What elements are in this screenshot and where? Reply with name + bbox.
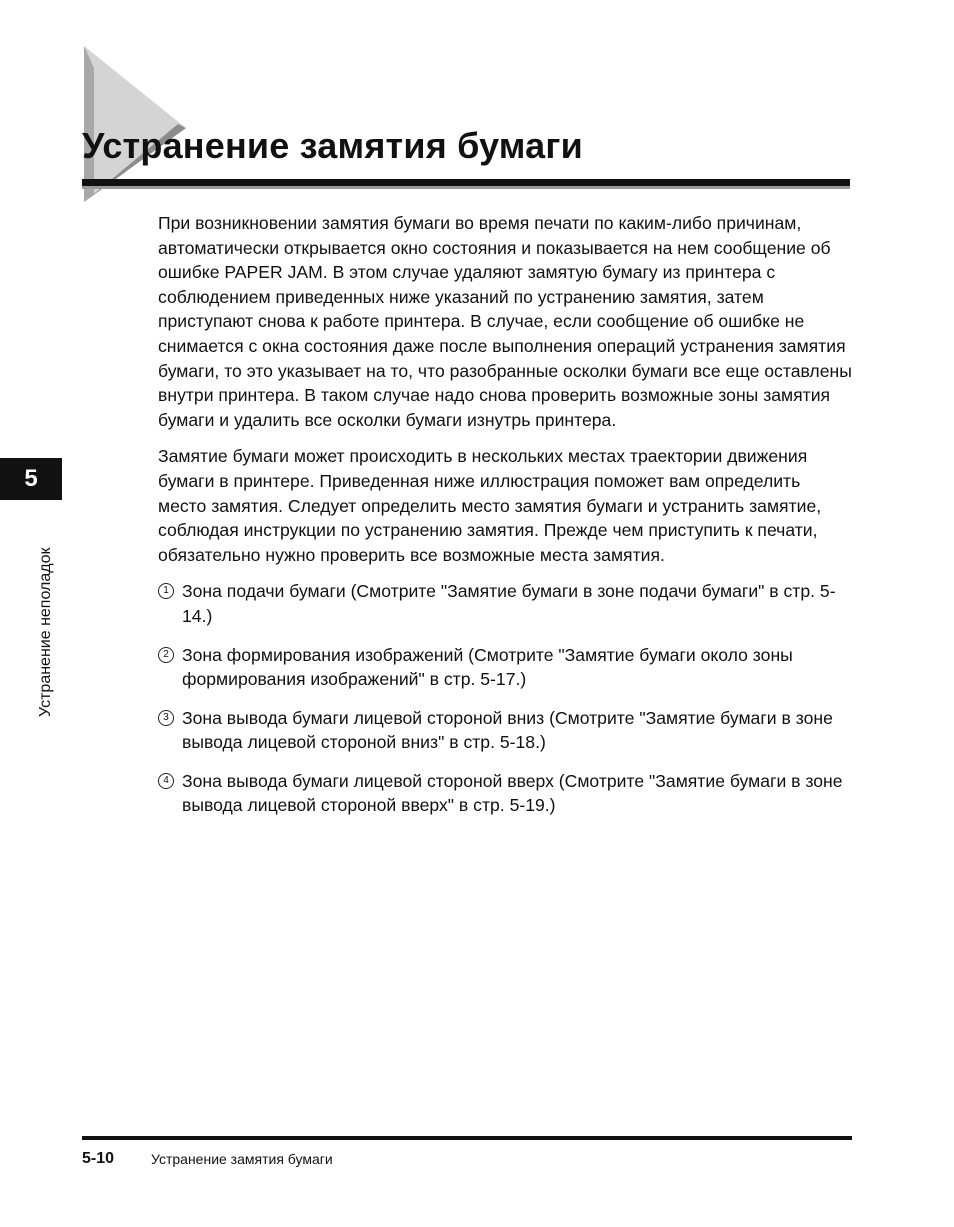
footer-section-title: Устранение замятия бумаги: [151, 1151, 333, 1167]
circled-number: 2: [158, 647, 174, 663]
circled-number: 1: [158, 583, 174, 599]
locations-paragraph: Замятие бумаги может происходить в нескольких местах траектории движения бумаги в принтере. Приведенная ниже иллюстрация поможет вам определить место замятия. Следует определить место замятия бумаги и устранить замятие, соблюдая инструкции по устранению замятия. Прежде чем приступить к печати, обязательно нужно проверить все возможные места замятия.: [158, 446, 822, 565]
list-item: [158, 643, 852, 692]
list-item-text: Зона вывода бумаги лицевой стороной вверх (Смотрите "Замятие бумаги в зоне вывода лицевой стороной вверх" в стр. 5-19.): [182, 770, 843, 816]
list-item-text: Зона вывода бумаги лицевой стороной вниз (Смотрите "Замятие бумаги в зоне вывода лицевой стороной вниз" в стр. 5-18.): [182, 707, 833, 753]
circled-number: 3: [158, 710, 174, 726]
page-title: Устранение замятия бумаги: [82, 125, 583, 166]
circled-number: 4: [158, 773, 174, 789]
chapter-tab: 5: [0, 458, 62, 500]
list-item-text: Зона подачи бумаги (Смотрите "Замятие бумаги в зоне подачи бумаги" в стр. 5-14.): [182, 581, 836, 626]
title-rule-shadow: [82, 186, 850, 189]
chapter-label: Устранение неполадок: [37, 547, 54, 717]
intro-paragraph: При возникновении замятия бумаги во время печати по каким-либо причинам, автоматически открывается окно состояния и показывается на нем сообщение об ошибке PAPER JAM. В этом случае удаляют замятую бумагу из принтера с соблюдением приведенных ниже указаний по устранению замятия, затем приступают снова к работе принтера. В случае, если сообщение об ошибке не снимается с окна состояния даже после выполнения операций устранения замятия бумаги, то это указывает на то, что разобранные осколки бумаги все еще оставлены внутри принтера. В таком случае надо снова проверить возможные зоны замятия бумаги и удалить все осколки бумаги изнутрь принтера.: [158, 213, 852, 430]
list-item: [158, 579, 852, 628]
list-item: [158, 706, 852, 755]
footer-rule: [82, 1136, 852, 1140]
list-item: [158, 769, 852, 818]
footer-page-number: 5-10: [82, 1150, 115, 1167]
jam-zone-list: [158, 579, 852, 818]
title-rule: [82, 179, 850, 186]
list-item-text: Зона формирования изображений (Смотрите "Замятие бумаги около зоны формирования изображений" в стр. 5-17.): [182, 644, 793, 690]
body-text: [158, 211, 852, 832]
